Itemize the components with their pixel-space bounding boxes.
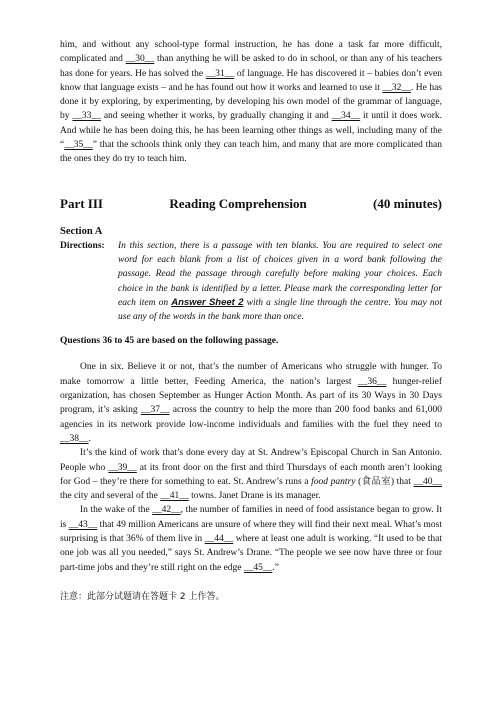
answer-blank: __30__ xyxy=(125,54,155,65)
answer-blank: __37__ xyxy=(140,405,170,416)
part-title: Reading Comprehension xyxy=(169,195,307,211)
answer-blank: __35__ xyxy=(64,140,93,151)
passage-text: In the wake of the xyxy=(80,505,153,516)
passage-text: towns. Janet Drane is its manager. xyxy=(188,491,321,502)
passage-text: ” that the schools think only they can teach him, and many that are more complicated than the ones they do try to teach him. xyxy=(60,140,442,165)
passage-text: across the country to help the more than 200 food banks and 61,000 agencies in its network provide low-income individuals and families with the fuel they need to xyxy=(60,405,442,430)
answer-blank: __33__ xyxy=(72,111,101,122)
passage-text: .” xyxy=(272,562,279,573)
part-time: (40 minutes) xyxy=(373,195,442,211)
passage-text: it until it does work. And while he has been doing this, he has been learning other things as well, including many of the “ xyxy=(60,111,443,151)
answer-blank: __38__ xyxy=(60,433,89,444)
directions-label: Directions: xyxy=(60,240,105,251)
passage-text: , the number of families in need of food assistance began to grow. It is xyxy=(60,505,442,530)
passage-text: that 49 million Americans are unsure of where they will find their next meal. What’s most surprising is that 36% of them live in xyxy=(60,519,442,545)
passage-paragraph xyxy=(60,360,442,446)
italic-term: food pantry xyxy=(311,476,356,487)
passage-paragraph xyxy=(60,446,442,503)
answer-blank: __31__ xyxy=(205,68,235,79)
answer-blank: __43__ xyxy=(68,519,98,530)
section-title: Section A xyxy=(60,225,103,237)
answer-blank: __32__ xyxy=(382,82,411,93)
answer-sheet-reference: Answer Sheet 2 xyxy=(171,296,244,308)
directions xyxy=(60,239,442,325)
passage-text: than anything he will be asked to do in school, or than any of his teachers has done for years. He has solved the xyxy=(60,54,442,79)
passage-text: . He has done it by exploring, by experimenting, by developing his own model of the grammar of language, by xyxy=(60,82,443,122)
exam-page xyxy=(60,38,442,602)
answer-blank: __44__ xyxy=(204,534,234,545)
questions-heading: Questions 36 to 45 are based on the following passage. xyxy=(60,336,279,347)
answer-note: 注意：此部分试题请在答题卡 2 上作答。 xyxy=(60,591,225,602)
passage-text: the city and several of the xyxy=(60,491,161,502)
passage-text: at its front door on the first and third Thursdays of each month aren’t looking for God – they’re there for something to eat. St. Andrew’s runs a xyxy=(60,462,442,487)
passage-text: him, and without any school-type formal instruction, he has done a task far more difficult, complicated and xyxy=(60,40,442,65)
passage-text: (食品室) that xyxy=(355,476,414,487)
directions-text: In this section, there is a passage with ten blanks. You are required to select one word for each blank from a list of choices given in a word bank following the passage. Read the passage through carefully before making your choices. Each choice in the bank is identified by a letter. Please mark the corresponding letter for each item on Answer Sheet 2 with a single line through the centre. You may not use any of the words in the bank more than once. xyxy=(118,240,443,323)
passage-text: One in six. Believe it or not, that’s the number of Americans who struggle with hunger. To make tomorrow a little better, Feeding America, the nation’s largest xyxy=(60,362,442,387)
answer-blank: __45__ xyxy=(243,562,273,573)
passage-text: hunger-relief organization, has chosen September as Hunger Action Month. As part of its 30 Ways in 30 Days program, it’s asking xyxy=(60,376,442,416)
part-number: Part III xyxy=(60,195,103,211)
passage-text: of language. He has discovered it – babies don’t even know that language exists – and he has found out how it works and learned to use it xyxy=(60,68,442,93)
part-heading xyxy=(60,196,442,212)
answer-blank: __42__ xyxy=(152,505,181,516)
answer-blank: __40__ xyxy=(413,476,443,487)
passage-text: and seeing whether it works, by gradually changing it and xyxy=(100,111,332,122)
passage-continuation xyxy=(60,38,442,167)
passage-text: It’s the kind of work that’s done every day at St. Andrew’s Episcopal Church in San Antonio. People who xyxy=(60,448,442,473)
passage-paragraph xyxy=(60,503,442,574)
passage-text: where at least one adult is working. “It used to be that one job was all you needed,” says St. Andrew’s Drane. “The people we see now have three or four part-time jobs and they’re still right on the edge xyxy=(60,534,442,573)
answer-blank: __39__ xyxy=(108,462,137,473)
answer-blank: __41__ xyxy=(160,491,189,502)
passage-text: . xyxy=(88,433,91,444)
answer-blank: __34__ xyxy=(331,111,361,122)
answer-blank: __36__ xyxy=(357,376,387,387)
reading-passage xyxy=(60,360,442,574)
